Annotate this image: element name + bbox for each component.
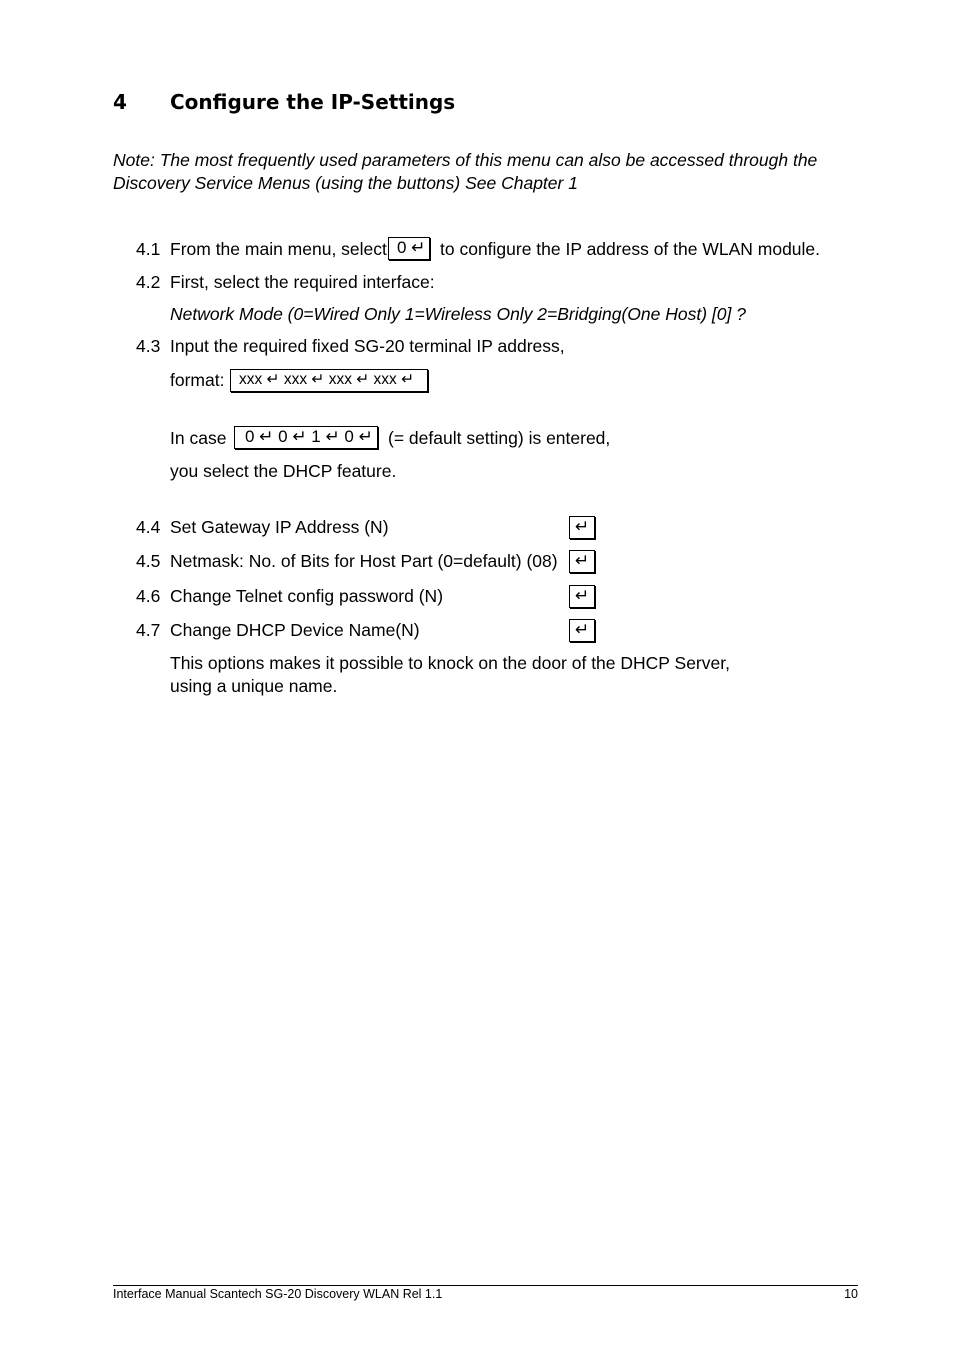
enter-key-netmask: ↵	[569, 550, 595, 573]
section-number: 4	[113, 90, 127, 114]
section-title: Configure the IP-Settings	[170, 90, 456, 114]
key-zero-enter: 0 ↵	[388, 237, 430, 260]
network-mode-prompt: Network Mode (0=Wired Only 1=Wireless Only 2=Bridging(One Host) [0] ?	[170, 304, 746, 324]
incase-after: (= default setting) is entered,	[388, 428, 611, 448]
step-4-4-number: 4.4	[136, 517, 161, 537]
step-4-3-text: Input the required fixed SG-20 terminal IP address,	[170, 336, 565, 356]
step-4-3-number: 4.3	[136, 336, 161, 356]
note-line-2: Discovery Service Menus (using the buttons) See Chapter 1	[113, 173, 578, 193]
step-4-1-after: to configure the IP address of the WLAN module.	[440, 239, 821, 259]
enter-key-gateway: ↵	[569, 516, 595, 539]
dhcp-feature-line: you select the DHCP feature.	[170, 461, 397, 481]
dhcp-description-line-2: using a unique name.	[170, 676, 338, 696]
step-4-6-text: Change Telnet config password (N)	[170, 586, 444, 606]
footer-title: Interface Manual Scantech SG-20 Discovery WLAN Rel 1.1	[113, 1287, 443, 1301]
dhcp-description-line-1: This options makes it possible to knock on the door of the DHCP Server,	[170, 653, 730, 673]
step-4-1-number: 4.1	[136, 239, 161, 259]
incase-label: In case	[170, 428, 227, 448]
step-4-2-number: 4.2	[136, 272, 161, 292]
ip-format-key: xxx ↵ xxx ↵ xxx ↵ xxx ↵	[230, 369, 428, 392]
step-4-5-text: Netmask: No. of Bits for Host Part (0=default) (08)	[170, 551, 558, 571]
page-number: 10	[844, 1287, 858, 1301]
step-4-1-text: From the main menu, select	[170, 239, 387, 259]
enter-key-dhcp-name: ↵	[569, 619, 595, 642]
footer-rule	[113, 1285, 858, 1286]
enter-key-telnet: ↵	[569, 585, 595, 608]
step-4-5-number: 4.5	[136, 551, 161, 571]
format-label: format:	[170, 370, 225, 390]
note-line-1: Note: The most frequently used parameters of this menu can also be accessed through the	[113, 150, 818, 170]
step-4-4-text: Set Gateway IP Address (N)	[170, 517, 389, 537]
step-4-6-number: 4.6	[136, 586, 161, 606]
step-4-7-text: Change DHCP Device Name(N)	[170, 620, 420, 640]
default-ip-key: 0 ↵ 0 ↵ 1 ↵ 0 ↵	[234, 426, 378, 449]
step-4-7-number: 4.7	[136, 620, 161, 640]
step-4-2-text: First, select the required interface:	[170, 272, 435, 292]
